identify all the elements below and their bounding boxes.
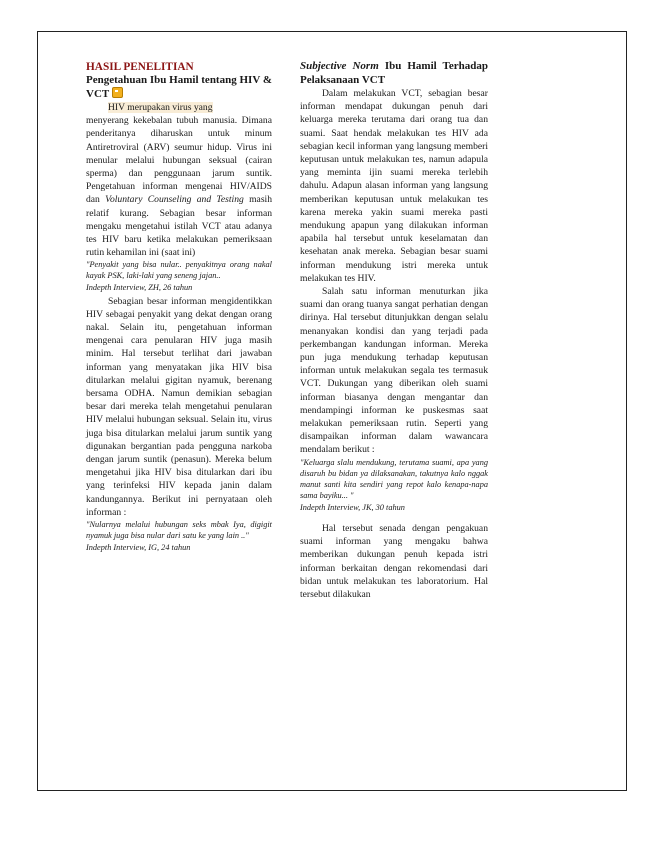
interview-citation: Indepth Interview, IG, 24 tahun — [86, 543, 191, 553]
paragraph-intro-end: masih relatif kurang. Sebagian besar informan mengaku mengetahui istilah VCT atau adanya tes HIV baru ketika melakukan pemeriksaan rutin kehamilan ini (saat ini) — [86, 194, 273, 259]
paragraph-intro-first-line — [86, 101, 272, 114]
section-title: HASIL PENELITIAN — [86, 61, 194, 73]
right-column — [300, 60, 488, 601]
highlighted-text: HIV merupakan virus yang — [108, 102, 213, 113]
subsection-title-italic: Subjective Norm — [300, 60, 379, 72]
paragraph-intro-text: menyerang kekebalan tubuh manusia. Dimana penderitanya diharuskan untuk minum Antiretroviral (ARV) seumur hidup. Virus ini menular melalui hubungan seksual (cairan sperma) dan penggunaan jarum suntik. Pengetahuan informan mengenai HIV/AIDS dan — [86, 115, 272, 206]
left-column — [86, 60, 272, 554]
subsection-title — [300, 60, 488, 87]
subsection-title-text: Pengetahuan Ibu Hamil tentang HIV & VCT — [86, 74, 272, 100]
paragraph-body: Dalam melakukan VCT, sebagian besar informan mendapat dukungan penuh dari keluarga mereka terutama dari orang tua dan suami. Saat hendak melakukan tes HIV ada sebagian kecil informan yang langsung memberi keputusan untuk melakukan tes, namun adapula yang meminta ijin suami mereka terlebih dahulu. Adapun alasan informan yang langsung memberikan keputusan untuk melakukan tes karena mereka yakin suami mereka pasti mendukung apapun yang dilakukan informan apabila hal tersebut untuk keselamatan dan kesehatan anak mereka. Sebagian besar suami informan mendukung istri mereka untuk melakukan tes HIV. — [300, 88, 488, 284]
spacer — [300, 514, 488, 522]
paragraph-body: Salah satu informan menuturkan jika suami dan orang tuanya sangat perhatian dengan dirinya. Hal tersebut ditunjukkan dengan selalu menanyakan kondisi dan yang terjadi pada perkembangan kandungan informan. Mereka pun juga mendukung terhadap keputusan informan untuk melakukan segala tes termasuk VCT. Dukungan yang diberikan oleh suami informan biasanya dengan mengantar dan mendampingi informan ke puskesmas saat melakukan pemeriksaan rutin. Seperti yang disampaikan informan dalam wawancara mendalam berikut : — [300, 286, 488, 456]
interview-quote: "Nularnya melalui hubungan seks mbak Iya, digigit nyamuk juga bisa nular dari satu ke yang lain .." — [86, 520, 272, 541]
subsection-title-text: Ibu Hamil Terhadap Pelaksanaan VCT — [300, 60, 488, 86]
paragraph-body: Sebagian besar informan mengidentikkan HIV sebagai penyakit yang dekat dengan orang nakal. Selain itu, pengetahuan informan mengenai cara penularan HIV juga masih minim. Hal tersebut terlihat dari jawaban informan yang menyatakan jika HIV bisa ditularkan melalui gigitan nyamuk, berenang bersama ODHA. Namun demikian sebagian besar dari mereka telah mengetahui penularan HIV melalui hubungan seksual. Selain itu, virus juga bisa ditularkan melalui jarum suntik yang digunakan bergantian pada pengguna narkoba dengan jarum suntik (penasun). Mereka belum mengetahui jika HIV bisa ditularkan dari ibu yang terinfeksi HIV kepada janin dalam kandungannya. Berikut ini pernyataan oleh informan : — [86, 295, 272, 518]
interview-quote: "Penyakit yang bisa nular.. penyakitnya orang nakal kayak PSK, laki-laki yang seneng jajan.. — [86, 260, 272, 281]
paragraph-intro-italic: Voluntary Counseling and Testing — [105, 194, 244, 206]
subsection-title — [86, 74, 272, 101]
comment-icon[interactable] — [112, 87, 123, 98]
interview-citation: Indepth Interview, ZH, 26 tahun — [86, 283, 193, 293]
paragraph-body: Hal tersebut senada dengan pengakuan suami informan yang mengaku bahwa memberikan dukungan penuh kepada istri informan berkaitan dengan rekomendasi dari bidan untuk melakukan tes laboratorium. Hal tersebut dilakukan — [300, 522, 488, 600]
interview-citation: Indepth Interview, JK, 30 tahun — [300, 502, 405, 512]
paragraph-intro — [86, 114, 272, 259]
interview-quote: "Keluarga slalu mendukung, terutama suami, apa yang disaruh bu bidan ya dilaksanakan, takutnya kalo nggak manut santi kita sendiri yang repot kalo kenapa-napa sama bayiku... " — [300, 457, 488, 500]
